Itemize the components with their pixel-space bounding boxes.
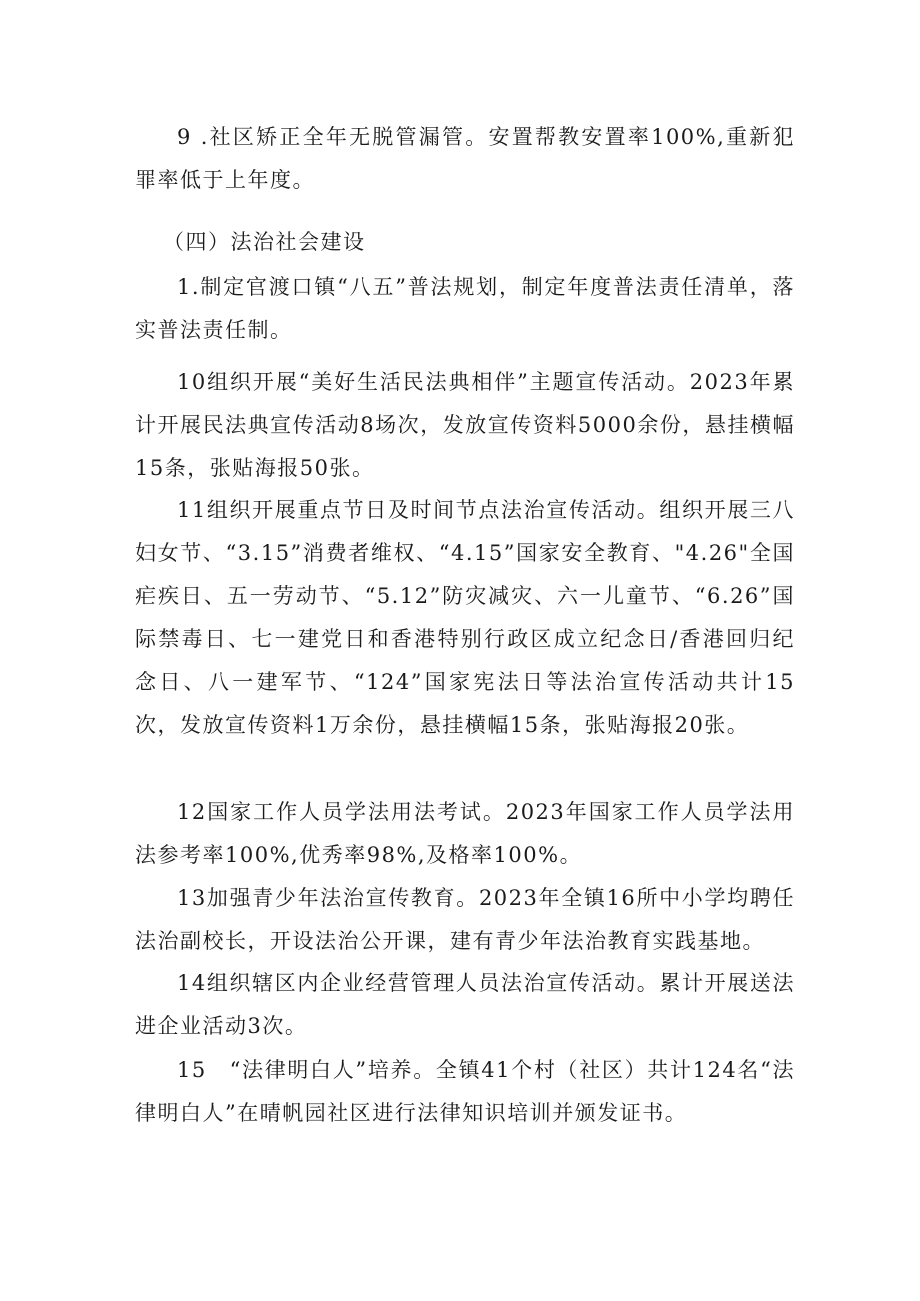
paragraph-legal-education-plan: 1.制定官渡口镇“八五”普法规划，制定年度普法责任清单，落实普法责任制。 (135, 275, 795, 342)
paragraph-youth-education: 13加强青少年法治宣传教育。2023年全镇16所中小学均聘任法治副校长，开设法治公开课，建有青少年法治教育实践基地。 (135, 886, 795, 953)
paragraph-enterprise-campaign: 14组织辖区内企业经营管理人员法治宣传活动。累计开展送法进企业活动3次。 (135, 971, 795, 1038)
paragraph-legal-understanding-people: 15 “法律明白人”培养。全镇41个村（社区）共计124名“法律明白人”在晴帆园社区进行法律知识培训并颁发证书。 (135, 1058, 795, 1125)
section-heading-rule-of-law-society: （四）法治社会建设 (163, 230, 366, 254)
paragraph-staff-law-exam: 12国家工作人员学法用法考试。2023年国家工作人员学法用法参考率100%,优秀率98%,及格率100%。 (135, 800, 795, 867)
paragraph-civil-code-campaign: 10组织开展“美好生活民法典相伴”主题宣传活动。2023年累计开展民法典宣传活动8场次，发放宣传资料5000余份，悬挂横幅15条，张贴海报50张。 (135, 370, 795, 480)
paragraph-holiday-campaigns: 11组织开展重点节日及时间节点法治宣传活动。组织开展三八妇女节、“3.15”消费者维权、“4.15”国家安全教育、"4.26"全国疟疾日、五一劳动节、“5.12”防灾减灾、六一儿童节、“6.26”国际禁毒日、七一建党日和香港特别行政区成立纪念日/香港回归纪念日、八一建军节、“124”国家宪法日等法治宣传活动共计15次，发放宣传资料1万余份，悬挂横幅15条，张贴海报20张。 (135, 498, 795, 737)
paragraph-community-correction: 9 .社区矫正全年无脱管漏管。安置帮教安置率100%,重新犯罪率低于上年度。 (135, 125, 795, 192)
